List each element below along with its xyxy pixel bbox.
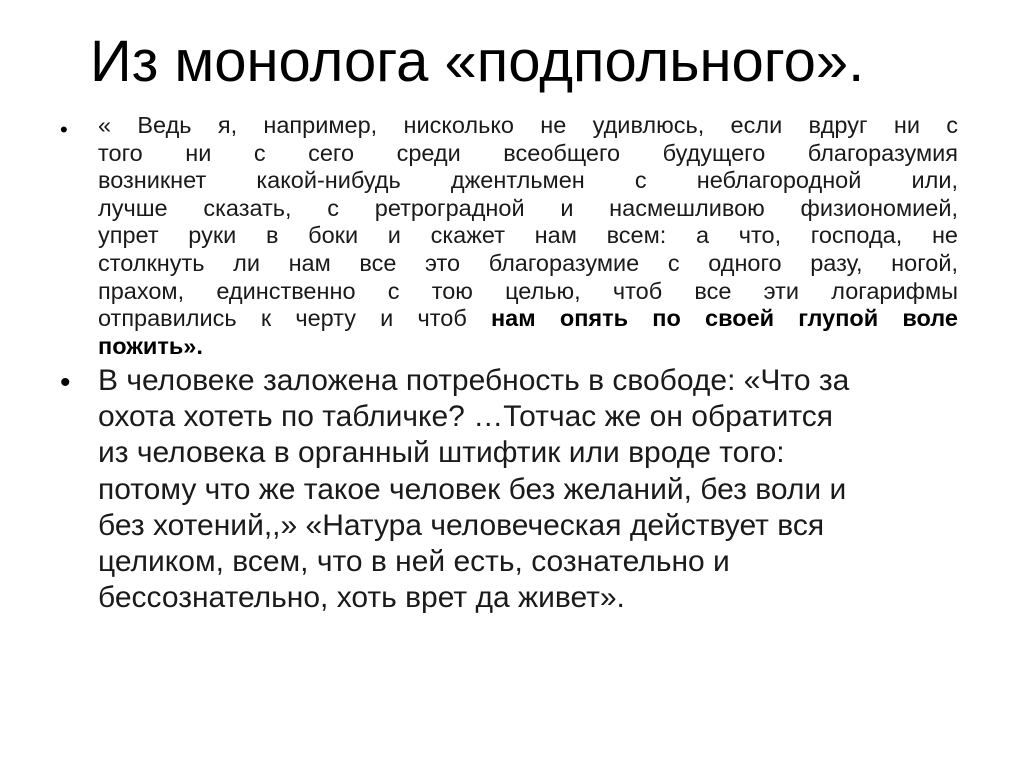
text-line: лучше сказать, с ретроградной и насмешливою физиономией, xyxy=(98,194,958,221)
text-line: охота хотеть по табличке? …Тотчас же он обратится xyxy=(98,400,833,434)
text-line: того ни с сего среди всеобщего будущего благоразумия xyxy=(98,139,958,166)
bullet-marker: • xyxy=(60,366,71,399)
bullet-summary-text xyxy=(98,363,978,616)
bold-text-fragment: нам опять по своей глупой воле xyxy=(490,305,958,332)
bold-text-line: пожить». xyxy=(98,332,203,359)
text-line: бессознательно, хоть врет да живет». xyxy=(98,581,625,615)
text-fragment: отправились к черту и чтоб xyxy=(98,305,491,332)
text-line: потому что же такое человек без желаний, без воли и xyxy=(98,472,847,506)
text-line: возникнет какой-нибудь джентльмен с неблагородной или, xyxy=(98,167,958,194)
text-line: из человека в органный штифтик или вроде того: xyxy=(98,436,785,470)
bullet-marker: • xyxy=(60,117,68,142)
text-line: без хотений,,» «Натура человеческая действует вся xyxy=(98,508,825,542)
text-line: упрет руки в боки и скажет нам всем: а что, господа, не xyxy=(98,222,958,249)
text-line-mixed xyxy=(98,305,958,333)
text-line: В человеке заложена потребность в свободе: «Что за xyxy=(98,364,850,397)
text-line: прахом, единственно с тою целью, чтоб все эти логарифмы xyxy=(98,277,958,304)
text-line: « Ведь я, например, нисколько не удивлюсь, если вдруг ни с xyxy=(98,112,958,138)
text-line: столкнуть ли нам все это благоразумие с одного разу, ногой, xyxy=(98,249,958,276)
bullet-quote-text xyxy=(98,112,958,360)
text-line: целиком, всем, что в ней есть, сознательно и xyxy=(98,545,730,579)
slide-title: Из монолога «подпольного». xyxy=(90,29,865,94)
